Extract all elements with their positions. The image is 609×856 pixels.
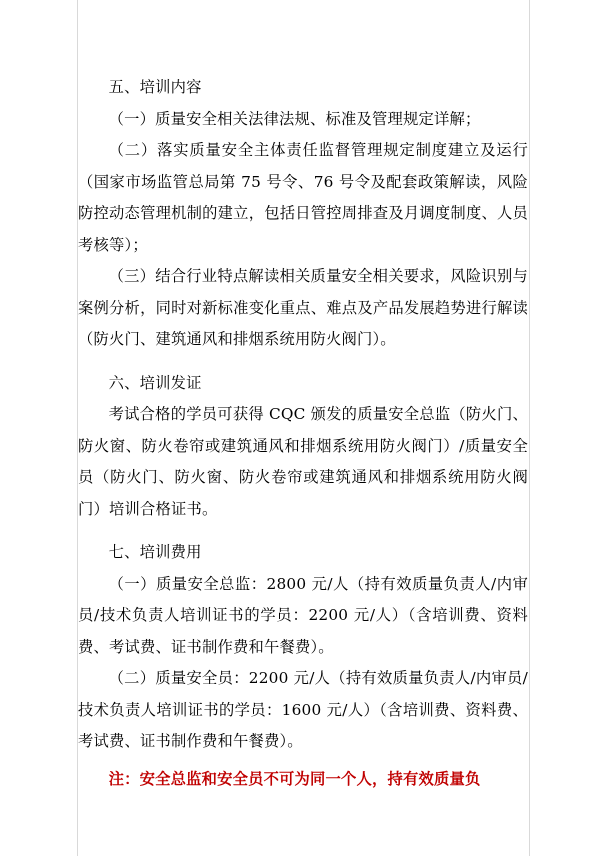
margin-rule-right — [529, 0, 530, 856]
section-5-item-2: （二）落实质量安全主体责任监督管理规定制度建立及运行（国家市场监管总局第 75 号令、76 号令及配套政策解读，风险防控动态管理机制的建立，包括日管控周排查及月调度制度、人员考核等）； — [78, 141, 528, 254]
section-5-item-1: （一）质量安全相关法律法规、标准及管理规定详解； — [108, 109, 481, 128]
document-body — [78, 72, 528, 795]
section-6-paragraph-1: 考试合格的学员可获得 CQC 颁发的质量安全总监（防火门、防火窗、防火卷帘或建筑通风和排烟系统用防火阀门）/质量安全员（防火门、防火窗、防火卷帘或建筑通风和排烟系统用防火阀门）培训合格证书。 — [78, 405, 528, 518]
section-5-item-3: （三）结合行业特点解读相关质量安全相关要求，风险识别与案例分析，同时对新标准变化重点、难点及产品发展趋势进行解读（防火门、建筑通风和排烟系统用防火阀门）。 — [78, 267, 528, 348]
section-heading-7: 七、培训费用 — [108, 543, 202, 561]
warning-note: 注：安全总监和安全员不可为同一个人，持有效质量负 — [108, 769, 481, 788]
section-heading-5: 五、培训内容 — [108, 78, 202, 96]
spacer-after-section-6 — [78, 525, 528, 537]
spacer-after-section-5 — [78, 356, 528, 368]
section-heading-6: 六、培训发证 — [108, 373, 202, 392]
section-7-item-1: （一）质量安全总监：2800 元/人（持有效质量负责人/内审员/技术负责人培训证书的学员：2200 元/人）（含培训费、资料费、考试费、证书制作费和午餐费）。 — [78, 574, 528, 656]
section-7-item-2: （二）质量安全员：2200 元/人（持有效质量负责人/内审员/技术负责人培训证书的学员：1600 元/人）（含培训费、资料费、考试费、证书制作费和午餐费）。 — [78, 669, 528, 750]
